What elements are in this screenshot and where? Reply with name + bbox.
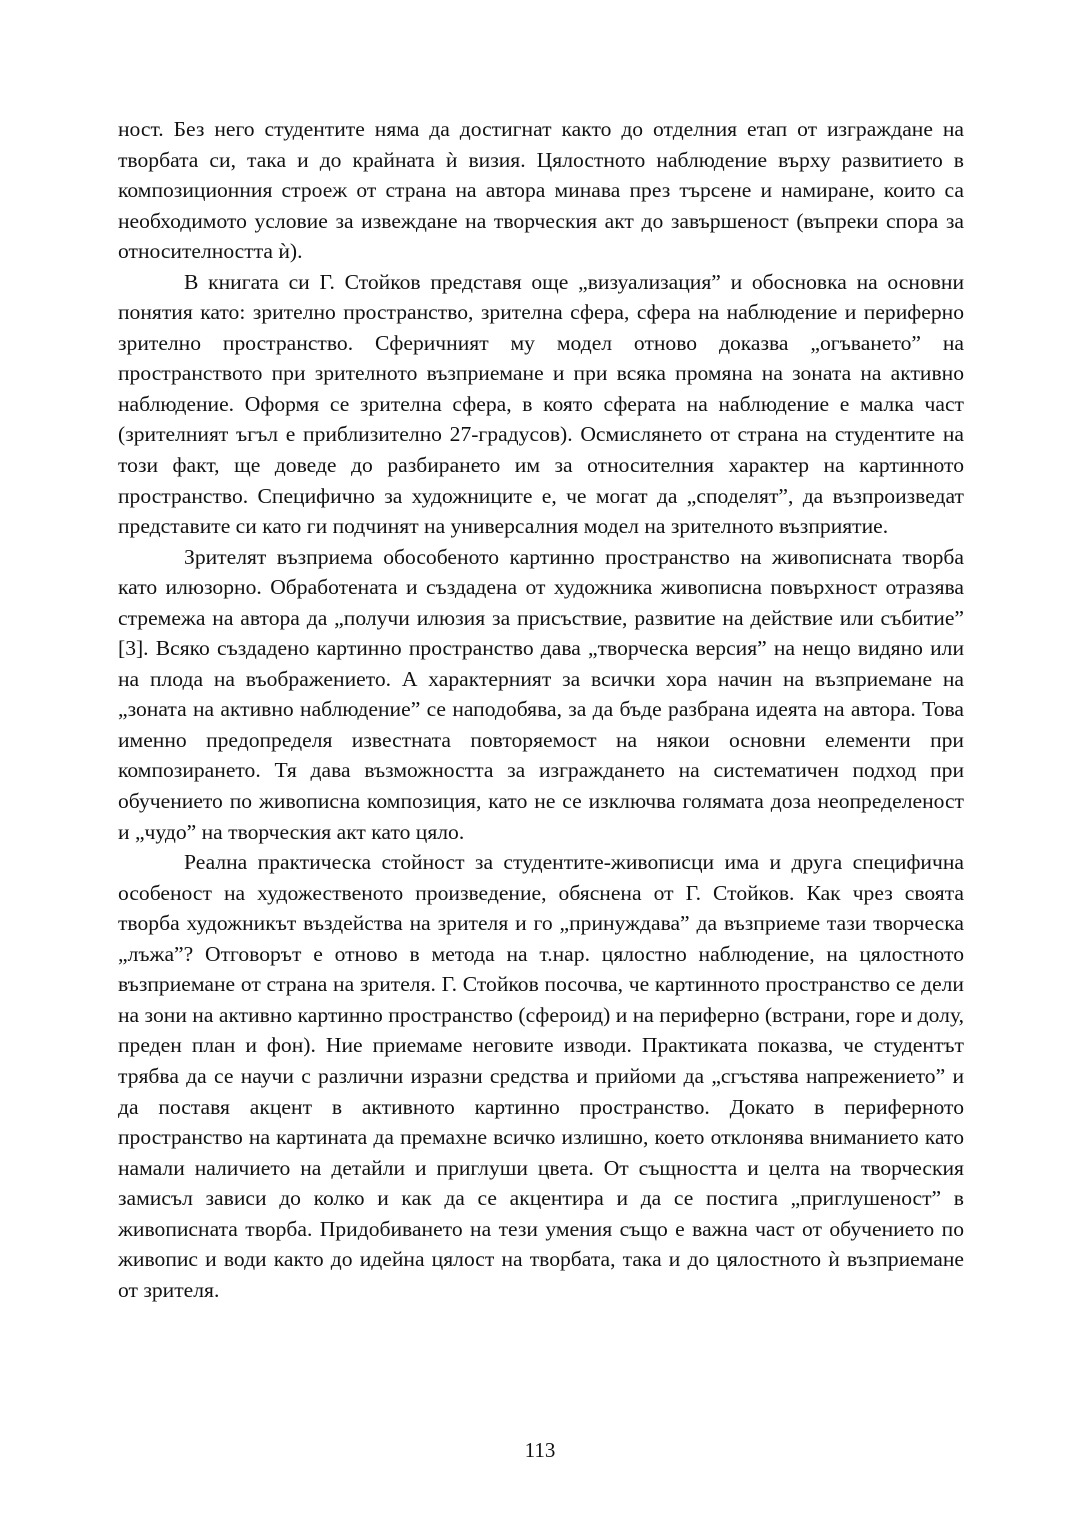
paragraph-2: В книгата си Г. Стойков представя още „визуализация” и обосновка на основни понятия като: зрително пространство, зрителна сфера, сфера на наблюдение и периферно зрително пространство. Сферичният му модел отново доказва „огъването” на пространството при зрителното възприемане и при всяка промяна на зоната на активно наблюдение. Оформя се зрителна сфера, в която сферата на наблюдение е малка част (зрителният ъгъл е приблизително 27-градусов). Осмислянето от страна на студентите на този факт, ще доведе до разбирането им за относителния характер на картинното пространство. Специфично за художниците е, че могат да „споделят”, да възпроизведат представите си като ги подчинят на универсалния модел на зрителното възприятие. — [118, 269, 964, 539]
page-number: 113 — [524, 1438, 556, 1462]
body-text — [118, 114, 964, 1305]
paragraph-1: ност. Без него студентите няма да достигнат както до отделния етап от изграждане на творбата си, така и до крайната ѝ визия. Цялостното наблюдение върху развитието в композиционния строеж от страна на автора минава през търсене и намиране, които са необходимото условие за извеждане на творческия акт до завършеност (въпреки спора за относителността ѝ). — [118, 117, 964, 264]
paragraph-3: Зрителят възприема обособеното картинно пространство на живописната творба като илюзорно. Обработената и създадена от художника живописна повърхност отразява стремежа на автора да „получи илюзия за присъствие, развитие на действие или събитие” [3]. Всяко създадено картинно пространство дава „творческа версия” на нещо видяно или на плода на въображението. А характерният за всички хора начин на възприемане на „зоната на активно наблюдение” се наподобява, за да бъде разбрана идеята на автора. Това именно предопределя известната повторяемост на някои основни елементи при композирането. Тя дава възможността за изграждането на систематичен подход при обучението по живописна композиция, като не се изключва голямата доза неопределеност и „чудо” на творческия акт като цяло. — [118, 544, 964, 844]
paragraph-4: Реална практическа стойност за студентите-живописци има и друга специфична особеност на художественото произведение, обяснена от Г. Стойков. Как чрез своята творба художникът въздейства на зрителя и го „принуждава” да възприеме тази творческа „лъжа”? Отговорът е отново в метода на т.нар. цялостно наблюдение, на цялостното възприемане от страна на зрителя. Г. Стойков посочва, че картинното пространство се дели на зони на активно картинно пространство (сфероид) и на периферно (встрани, горе и долу, преден план и фон). Ние приемаме неговите изводи. Практиката показва, че студентът трябва да се научи с различни изразни средства и прийоми да „сгъстява напрежението” и да поставя акцент в активното картинно пространство. Докато в периферното пространство на картината да премахне всичко излишно, което отклонява вниманието като намали наличието на детайли и приглуши цвета. От същността и целта на творческия замисъл зависи до колко и как да се акцентира и да се постига „приглушеност” в живописната творба. Придобиването на тези умения също е важна част от обучението по живопис и води както до идейна цялост на творбата, така и до цялостното ѝ възприемане от зрителя. — [118, 850, 964, 1302]
